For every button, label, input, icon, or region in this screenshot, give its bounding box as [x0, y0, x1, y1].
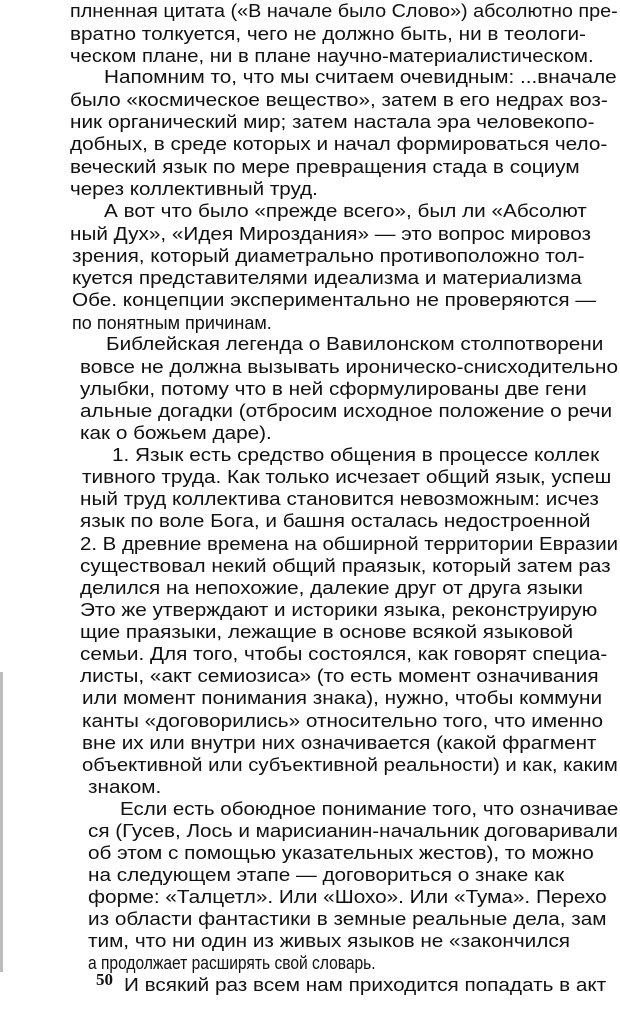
text-line: на следующем этапе — договориться о знаке как: [88, 864, 565, 885]
text-line: существовал некий общий праязык, который затем раз: [80, 555, 611, 576]
text-line: листы, «акт семиозиса» (то есть момент означивания: [80, 665, 599, 686]
text-line: как о божьем даре).: [80, 422, 272, 443]
text-line: А вот что было «прежде всего», был ли «Абсолют: [104, 200, 587, 221]
text-line: куется представителями идеализма и материализма: [72, 267, 582, 288]
text-line: вратно толкуется, чего не должно быть, ни в теологи-: [70, 23, 586, 44]
text-line: через коллективный труд.: [70, 178, 318, 199]
text-line: форме: «Талцетл». Или «Шохо». Или «Тума». Перехо: [88, 886, 607, 907]
text-line: 2. В древние времена на обширной территории Евразии: [80, 533, 619, 554]
text-line: улыбки, потому что в ней сформулированы две гени: [80, 378, 587, 399]
margin-scan-edge: [0, 672, 3, 972]
text-line: ник органический мир; затем настала эра человекопо-: [70, 111, 595, 132]
text-line: ный труд коллектива становится невозможным: исчез: [80, 488, 599, 509]
text-line: об этом с помощью указательных жестов), то можно: [88, 842, 594, 863]
text-line: делился на непохожие, далекие друг от друга языки: [80, 577, 584, 598]
text-line: канты «договорились» относительно того, что именно: [82, 710, 604, 731]
page-number: 50: [96, 970, 113, 989]
text-line: язык по воле Бога, и башня осталась недостроенной: [80, 510, 591, 531]
text-line: ся (Гусев, Лось и марисианин-начальник договаривали: [88, 820, 618, 841]
text-line: было «космическое вещество», затем в его недрах воз-: [70, 89, 608, 110]
text-line: знаком.: [88, 776, 162, 797]
text-line: из области фантастики в земные реальные дела, зам: [88, 908, 607, 929]
text-line: вовсе не должна вызывать ироническо-снисходительно: [80, 356, 619, 377]
text-line: или момент понимания знака), нужно, чтобы коммуни: [82, 687, 603, 708]
text-line: тивного труда. Как только исчезает общий язык, успеш: [82, 466, 612, 487]
text-line: а продолжает расширять свой словарь.: [88, 952, 376, 973]
text-line: семьи. Для того, чтобы состоялся, как говорят специа-: [80, 643, 608, 664]
text-line: плненная цитата («В начале было Слово») абсолютно пре-: [70, 0, 618, 21]
text-line: ческом плане, ни в плане научно-материалистическом.: [70, 45, 594, 66]
text-line: альные догадки (отбросим исходное положение о речи: [80, 400, 613, 421]
text-line: И всякий раз всем нам приходится попадать в акт: [124, 974, 607, 995]
text-line: добных, в среде которых и начал формироваться чело-: [70, 133, 608, 154]
text-line: Библейская легенда о Вавилонском столпотворени: [106, 333, 604, 354]
text-line: тим, что ни один из живых языков не «закончился: [88, 930, 570, 951]
text-line: по понятным причинам.: [72, 312, 272, 333]
text-line: 1. Язык есть средство общения в процессе коллек: [112, 444, 600, 465]
text-line: объективной или субъективной реальности) и как, каким: [82, 754, 618, 775]
text-line: Это же утверждают и историки языка, реконструирую: [80, 599, 598, 620]
text-line: Напомним то, что мы считаем очевидным: ...вначале: [104, 66, 617, 87]
text-line: зрения, который диаметрально противоположно тол-: [72, 245, 585, 266]
text-line: Обе. концепции экспериментально не проверяются —: [72, 289, 597, 310]
text-line: щие праязыки, лежащие в основе всякой языковой: [80, 621, 574, 642]
text-line: веческий язык по мере превращения стада в социум: [70, 156, 580, 177]
text-line: вне их или внутри них означивается (какой фрагмент: [82, 732, 597, 753]
text-line: Если есть обоюдное понимание того, что означивае: [120, 798, 619, 819]
text-line: ный Дух», «Идея Мироздания» — это вопрос мировоз: [70, 223, 591, 244]
